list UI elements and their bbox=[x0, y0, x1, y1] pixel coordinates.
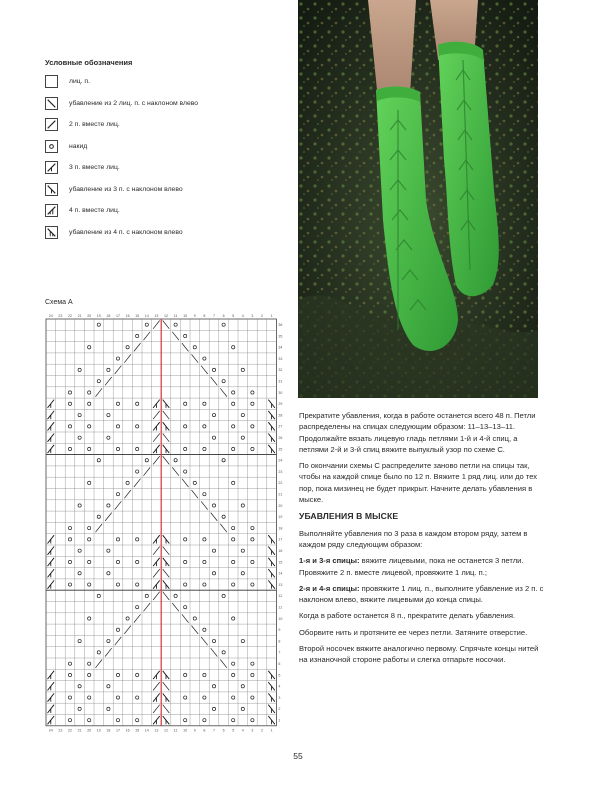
row-number: 29 bbox=[278, 402, 283, 407]
green-socks-image bbox=[298, 0, 538, 398]
row-number: 25 bbox=[278, 447, 283, 452]
legend-label: убавление из 4 п. с наклоном влево bbox=[69, 228, 183, 236]
legend-item-k2tog bbox=[45, 114, 285, 136]
row-number: 17 bbox=[278, 537, 283, 542]
row-number: 21 bbox=[278, 492, 283, 497]
k2tog-symbol-icon bbox=[45, 118, 58, 131]
column-number: 16 bbox=[125, 314, 130, 318]
column-number: 22 bbox=[68, 314, 72, 318]
knit-symbol-icon bbox=[45, 75, 58, 88]
legend-label: 3 п. вместе лиц. bbox=[69, 164, 120, 172]
column-number: 18 bbox=[106, 728, 111, 733]
legend-title: Условные обозначения bbox=[45, 58, 133, 67]
row-number: 10 bbox=[278, 616, 283, 621]
column-number: 14 bbox=[144, 728, 149, 733]
row-number: 12 bbox=[278, 594, 283, 599]
column-number: 23 bbox=[58, 314, 63, 318]
column-number: 3 bbox=[251, 728, 254, 733]
column-number: 11 bbox=[173, 314, 178, 318]
legend bbox=[45, 58, 285, 243]
column-number: 14 bbox=[144, 314, 149, 318]
column-number: 22 bbox=[68, 728, 72, 733]
column-number: 15 bbox=[135, 728, 140, 733]
ssk-symbol-icon bbox=[45, 97, 58, 110]
legend-item-k3tog bbox=[45, 157, 285, 179]
ssssk-symbol-icon bbox=[45, 226, 58, 239]
column-number: 4 bbox=[241, 314, 244, 318]
paragraph bbox=[299, 555, 545, 578]
column-number: 17 bbox=[116, 728, 120, 733]
paragraph: Оборвите нить и протяните ее через петли. Затяните отверстие. bbox=[299, 627, 528, 637]
needle-label: 1-я и 3-я спицы: bbox=[299, 556, 360, 566]
needle-label: 2-я и 4-я спицы: bbox=[299, 583, 360, 593]
column-number: 2 bbox=[261, 314, 263, 318]
legend-item-ssk bbox=[45, 93, 285, 115]
row-number: 7 bbox=[278, 650, 281, 655]
column-number: 6 bbox=[222, 728, 225, 733]
row-number: 30 bbox=[278, 390, 283, 395]
row-number: 14 bbox=[278, 571, 283, 576]
column-number: 21 bbox=[77, 728, 82, 733]
column-number: 19 bbox=[96, 728, 101, 733]
column-number: 8 bbox=[203, 314, 206, 318]
row-number: 16 bbox=[278, 548, 283, 553]
row-number: 5 bbox=[278, 673, 281, 678]
row-number: 34 bbox=[278, 345, 283, 350]
row-number: 15 bbox=[278, 560, 283, 565]
paragraph: Выполняйте убавления по 3 раза в каждом втором ряду, затем в каждом ряду следующим образом: bbox=[299, 528, 528, 549]
legend-label: лиц. п. bbox=[69, 78, 91, 86]
chart-title: Схема А bbox=[45, 299, 73, 306]
legend-item-yo bbox=[45, 136, 285, 158]
legend-item-sssk bbox=[45, 179, 285, 201]
row-number: 3 bbox=[278, 695, 281, 700]
column-number: 15 bbox=[135, 314, 140, 318]
row-number: 28 bbox=[278, 413, 283, 418]
column-number: 9 bbox=[193, 314, 196, 318]
row-number: 13 bbox=[278, 582, 283, 587]
column-number: 13 bbox=[154, 314, 159, 318]
row-number: 24 bbox=[278, 458, 283, 463]
legend-label: убавление из 3 п. с наклоном влево bbox=[69, 185, 183, 193]
column-number: 21 bbox=[77, 314, 82, 318]
legend-label: 2 п. вместе лиц. bbox=[69, 121, 120, 129]
knitting-chart-grid bbox=[40, 311, 288, 737]
page-number: 55 bbox=[293, 751, 303, 761]
column-number: 20 bbox=[87, 314, 92, 318]
k4tog-symbol-icon bbox=[45, 204, 58, 217]
row-number: 23 bbox=[278, 469, 283, 474]
column-number: 7 bbox=[213, 314, 215, 318]
row-number: 1 bbox=[278, 718, 281, 723]
instructions-text bbox=[299, 410, 545, 671]
paragraph-text: вяжите лицевыми, пока не останется 3 петли. Провяжите 2 п. вместе лицевой, провяжите 1 лиц. п.; bbox=[299, 556, 524, 577]
paragraph: Второй носочек вяжите аналогично первому. Спрячьте концы нитей на изнаночной стороне работы и слегка отпарьте носочки. bbox=[299, 644, 539, 665]
column-number: 13 bbox=[154, 728, 159, 733]
row-number: 6 bbox=[278, 661, 281, 666]
column-number: 16 bbox=[125, 728, 130, 733]
column-number: 17 bbox=[116, 314, 120, 318]
row-number: 22 bbox=[278, 481, 283, 486]
column-number: 20 bbox=[87, 728, 92, 733]
paragraph: Прекратите убавления, когда в работе останется всего 48 п. Петли распределены на спицах следующим образом: 11–13–13–11. Продолжайте вязать лицевую гладь петлями 1-й и 4-й спиц, а петлями 2-й и 3-й спиц вяжите выпуклый узор по схеме С. bbox=[299, 411, 536, 454]
sssk-symbol-icon bbox=[45, 183, 58, 196]
row-number: 4 bbox=[278, 684, 281, 689]
legend-item-ssssk bbox=[45, 222, 285, 244]
column-number: 1 bbox=[270, 728, 273, 733]
column-number: 24 bbox=[48, 314, 53, 318]
column-number: 23 bbox=[58, 728, 63, 733]
column-number: 5 bbox=[232, 314, 235, 318]
paragraph-text: провяжите 1 лиц. п., выполните убавление из 2 п. с наклоном влево, вяжите лицевыми до конца спицы. bbox=[299, 583, 544, 605]
paragraph bbox=[299, 583, 545, 606]
row-number: 27 bbox=[278, 424, 283, 429]
legend-label: убавление из 2 лиц. п. с наклоном влево bbox=[69, 99, 199, 107]
row-number: 26 bbox=[278, 435, 283, 440]
column-number: 1 bbox=[270, 314, 273, 318]
column-number: 24 bbox=[48, 728, 53, 733]
column-number: 9 bbox=[193, 728, 196, 733]
yarn-over-symbol-icon bbox=[45, 140, 58, 153]
row-number: 11 bbox=[278, 605, 283, 610]
paragraph: По окончании схемы С распределите заново петли на спицы так, чтобы на каждой спице было по 12 п. Вяжите 1 ряд лиц. или до тех пор, пока мизинец не будет прикрыт. Начните делать убавления в мыске. bbox=[299, 461, 538, 505]
row-number: 32 bbox=[278, 368, 283, 373]
row-number: 19 bbox=[278, 515, 283, 520]
row-number: 33 bbox=[278, 356, 283, 361]
column-number: 5 bbox=[232, 728, 235, 733]
paragraph: Когда в работе останется 8 п., прекратите делать убавления. bbox=[299, 611, 516, 621]
column-number: 11 bbox=[173, 728, 178, 733]
column-number: 4 bbox=[241, 728, 244, 733]
row-number: 2 bbox=[278, 707, 281, 712]
socks-photo bbox=[298, 0, 538, 398]
column-number: 3 bbox=[251, 314, 254, 318]
row-number: 8 bbox=[278, 639, 281, 644]
column-number: 6 bbox=[222, 314, 225, 318]
row-number: 18 bbox=[278, 526, 283, 531]
column-number: 7 bbox=[213, 728, 215, 733]
column-number: 19 bbox=[96, 314, 101, 318]
row-number: 20 bbox=[278, 503, 283, 508]
row-number: 35 bbox=[278, 334, 283, 339]
legend-label: накид bbox=[69, 142, 88, 150]
k3tog-symbol-icon bbox=[45, 161, 58, 174]
column-number: 12 bbox=[164, 314, 168, 318]
legend-label: 4 п. вместе лиц. bbox=[69, 207, 120, 215]
column-number: 18 bbox=[106, 314, 111, 318]
column-number: 2 bbox=[261, 728, 263, 733]
legend-item-knit bbox=[45, 71, 285, 93]
column-number: 10 bbox=[183, 314, 188, 318]
knitting-chart bbox=[40, 311, 288, 737]
legend-item-k4tog bbox=[45, 200, 285, 222]
row-number: 31 bbox=[278, 379, 283, 384]
row-number: 9 bbox=[278, 628, 281, 633]
column-number: 10 bbox=[183, 728, 188, 733]
column-number: 8 bbox=[203, 728, 206, 733]
row-number: 36 bbox=[278, 322, 283, 327]
section-heading: УБАВЛЕНИЯ В МЫСКЕ bbox=[299, 511, 399, 522]
column-number: 12 bbox=[164, 728, 168, 733]
